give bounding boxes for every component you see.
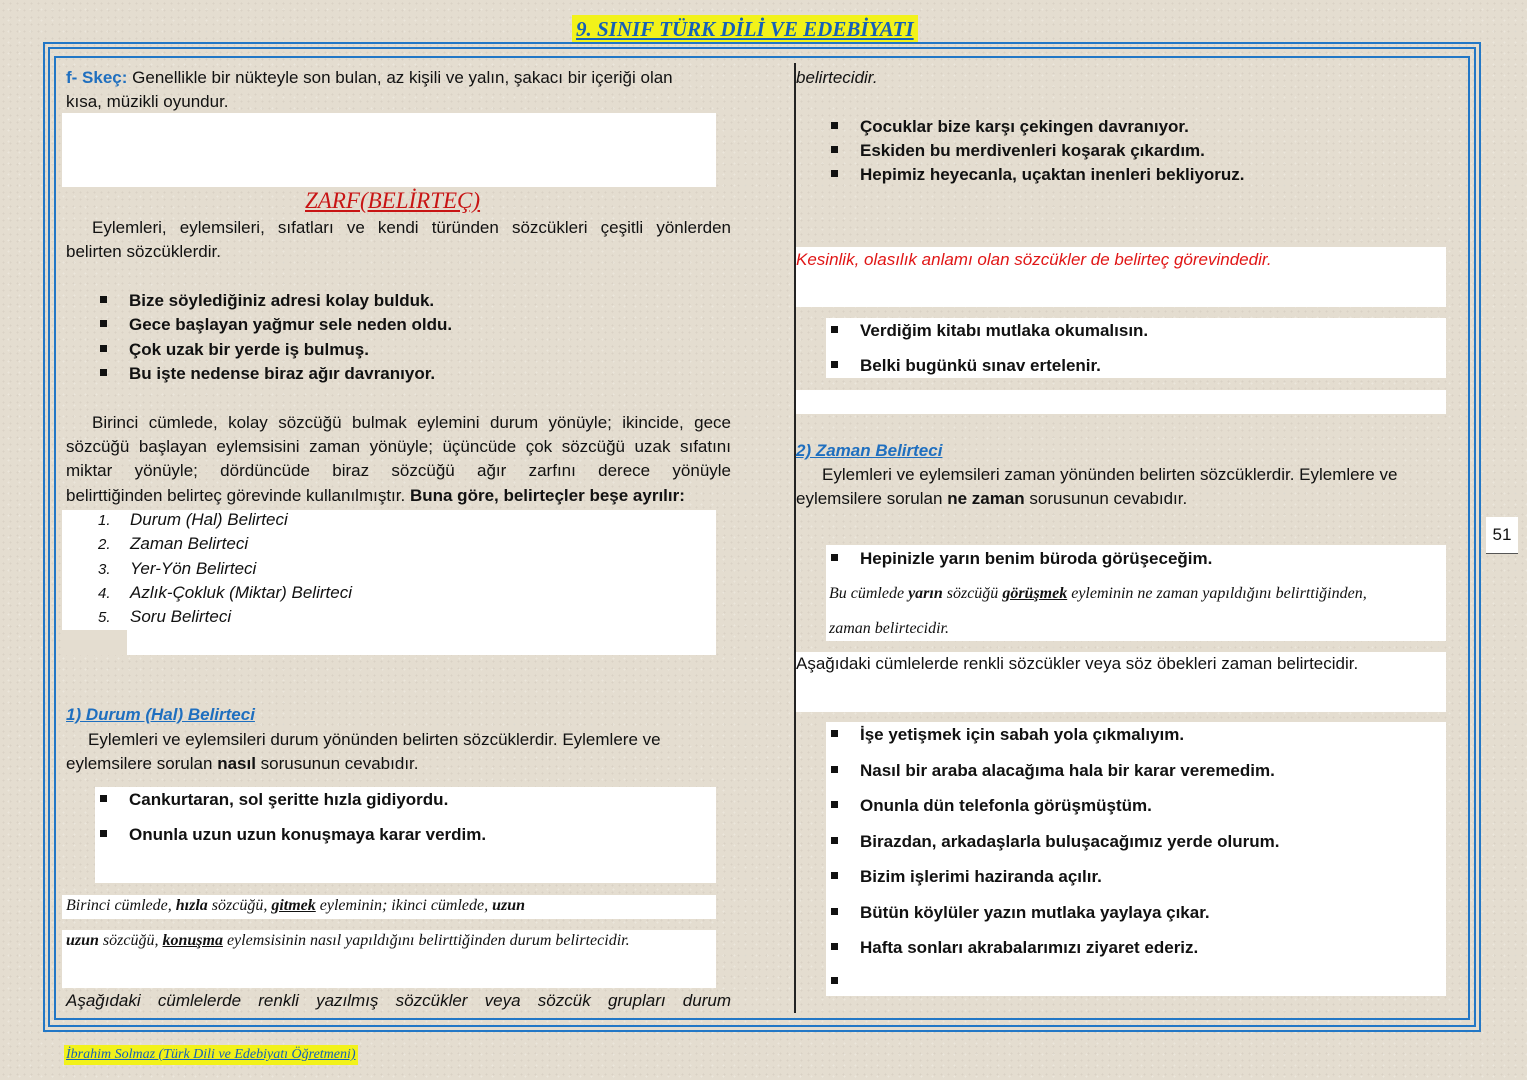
column-divider [794,63,796,1013]
durum-note-1: Birinci cümlede, hızla sözcüğü, gitmek eyleminin; ikinci cümlede, uzun [66,897,526,914]
zaman-heading: 2) Zaman Belirteci [796,441,943,460]
list-item: Nasıl bir araba alacağıma hala bir karar veremedim. [831,759,1275,783]
skec-def-2: kısa, müzikli oyundur. [66,92,229,111]
list-item: Bize söylediğiniz adresi kolay bulduk. [100,289,434,313]
list-item: Birazdan, arkadaşlarla buluşacağımız yerde olurum. [831,830,1280,854]
zaman-intro: Aşağıdaki cümlelerde renkli sözcükler veya söz öbekleri zaman belirtecidir. [796,654,1359,673]
type-item: 4. Azlık-Çokluk (Miktar) Belirteci [98,583,352,602]
skec-paragraph [66,66,726,114]
page-number: 51 [1486,517,1518,554]
list-item: Belki bugünkü sınav ertelenir. [831,354,1101,378]
zaman-def-2: eylemsilere sorulan ne zaman sorusunun cevabıdır. [796,489,1188,508]
list-item: Onunla dün telefonla görüşmüştüm. [831,794,1152,818]
durum-last-line: Aşağıdaki cümlelerde renkli yazılmış sözcükler veya sözcük grupları durum [66,991,731,1010]
list-item: Onunla uzun uzun konuşmaya karar verdim. [100,823,486,847]
zaman-note-2: zaman belirtecidir. [829,620,949,637]
zarf-title: ZARF(BELİRTEÇ) [305,188,481,213]
list-item: Gece başlayan yağmur sele neden oldu. [100,313,452,337]
note-red: Kesinlik, olasılık anlamı olan sözcükler de belirteç görevindedir. [796,250,1272,269]
zaman-note-1: Bu cümlede yarın sözcüğü görüşmek eyleminin ne zaman yapıldığını belirttiğinden, [829,585,1367,602]
list-item: Cankurtaran, sol şeritte hızla gidiyordu. [100,788,448,812]
list-item: Hepinizle yarın benim büroda görüşeceğim. [831,547,1212,571]
explain-line-4: belirttiğinden belirteç görevinde kullanılmıştır. Buna göre, belirteçler beşe ayrılır: [66,486,685,505]
list-item: İşe yetişmek için sabah yola çıkmalıyım. [831,723,1184,747]
durum-note-2: uzun sözcüğü, konuşma eylemsisinin nasıl yapıldığını belirttiğinden durum belirtecidir. [66,932,630,949]
explain-line-2: sözcüğü başlayan eylemsisini zaman yönüyle; üçüncüde çok sözcüğü uzak sıfatını [66,437,731,456]
blank-box [62,113,716,187]
zarf-def-1: Eylemleri, eylemsileri, sıfatları ve kendi türünden sözcükleri çeşitli yönlerden [92,218,731,237]
page-title: 9. SINIF TÜRK DİLİ VE EDEBİYATI [572,15,918,43]
skec-def-1: Genellikle bir nükteyle son bulan, az kişili ve yalın, şakacı bir içeriği olan [127,68,673,87]
skec-term: f- Skeç: [66,68,128,87]
list-item: Bu işte nedense biraz ağır davranıyor. [100,362,435,386]
durum-heading: 1) Durum (Hal) Belirteci [66,705,255,724]
list-item: Bütün köylüler yazın mutlaka yaylaya çıkar. [831,901,1210,925]
explain-line-3: miktar yönüyle; dördüncüde biraz sözcüğü ağır zarfını derece yönüyle [66,461,731,480]
list-item [831,970,860,994]
footer-author: İbrahim Solmaz (Türk Dili ve Edebiyatı Öğretmeni) [64,1045,358,1065]
list-item: Hafta sonları akrabalarımızı ziyaret ederiz. [831,936,1198,960]
type-item: 3. Yer-Yön Belirteci [98,559,257,578]
zarf-def-2: belirten sözcüklerdir. [66,242,221,261]
explain-line-1: Birinci cümlede, kolay sözcüğü bulmak eylemini durum yönüyle; ikincide, gece [92,413,731,432]
blank-box-right [796,390,1446,414]
list-item: Çok uzak bir yerde iş bulmuş. [100,338,369,362]
list-item: Çocuklar bize karşı çekingen davranıyor. [831,115,1189,139]
type-item: 5. Soru Belirteci [98,607,232,626]
list-item: Eskiden bu merdivenleri koşarak çıkardım. [831,139,1205,163]
list-item: Verdiğim kitabı mutlaka okumalısın. [831,319,1148,343]
right-cont: belirtecidir. [796,68,878,87]
zaman-def-1: Eylemleri ve eylemsileri zaman yönünden belirten sözcüklerdir. Eylemlere ve [822,465,1398,484]
type-item: 1. Durum (Hal) Belirteci [98,510,288,529]
type-item: 2. Zaman Belirteci [98,534,249,553]
durum-def-1: Eylemleri ve eylemsileri durum yönünden belirten sözcüklerdir. Eylemlere ve [88,730,661,749]
list-item: Bizim işlerimi haziranda açılır. [831,865,1102,889]
list-item: Hepimiz heyecanla, uçaktan inenleri bekliyoruz. [831,163,1245,187]
durum-def-2: eylemsilere sorulan nasıl sorusunun cevabıdır. [66,754,419,773]
